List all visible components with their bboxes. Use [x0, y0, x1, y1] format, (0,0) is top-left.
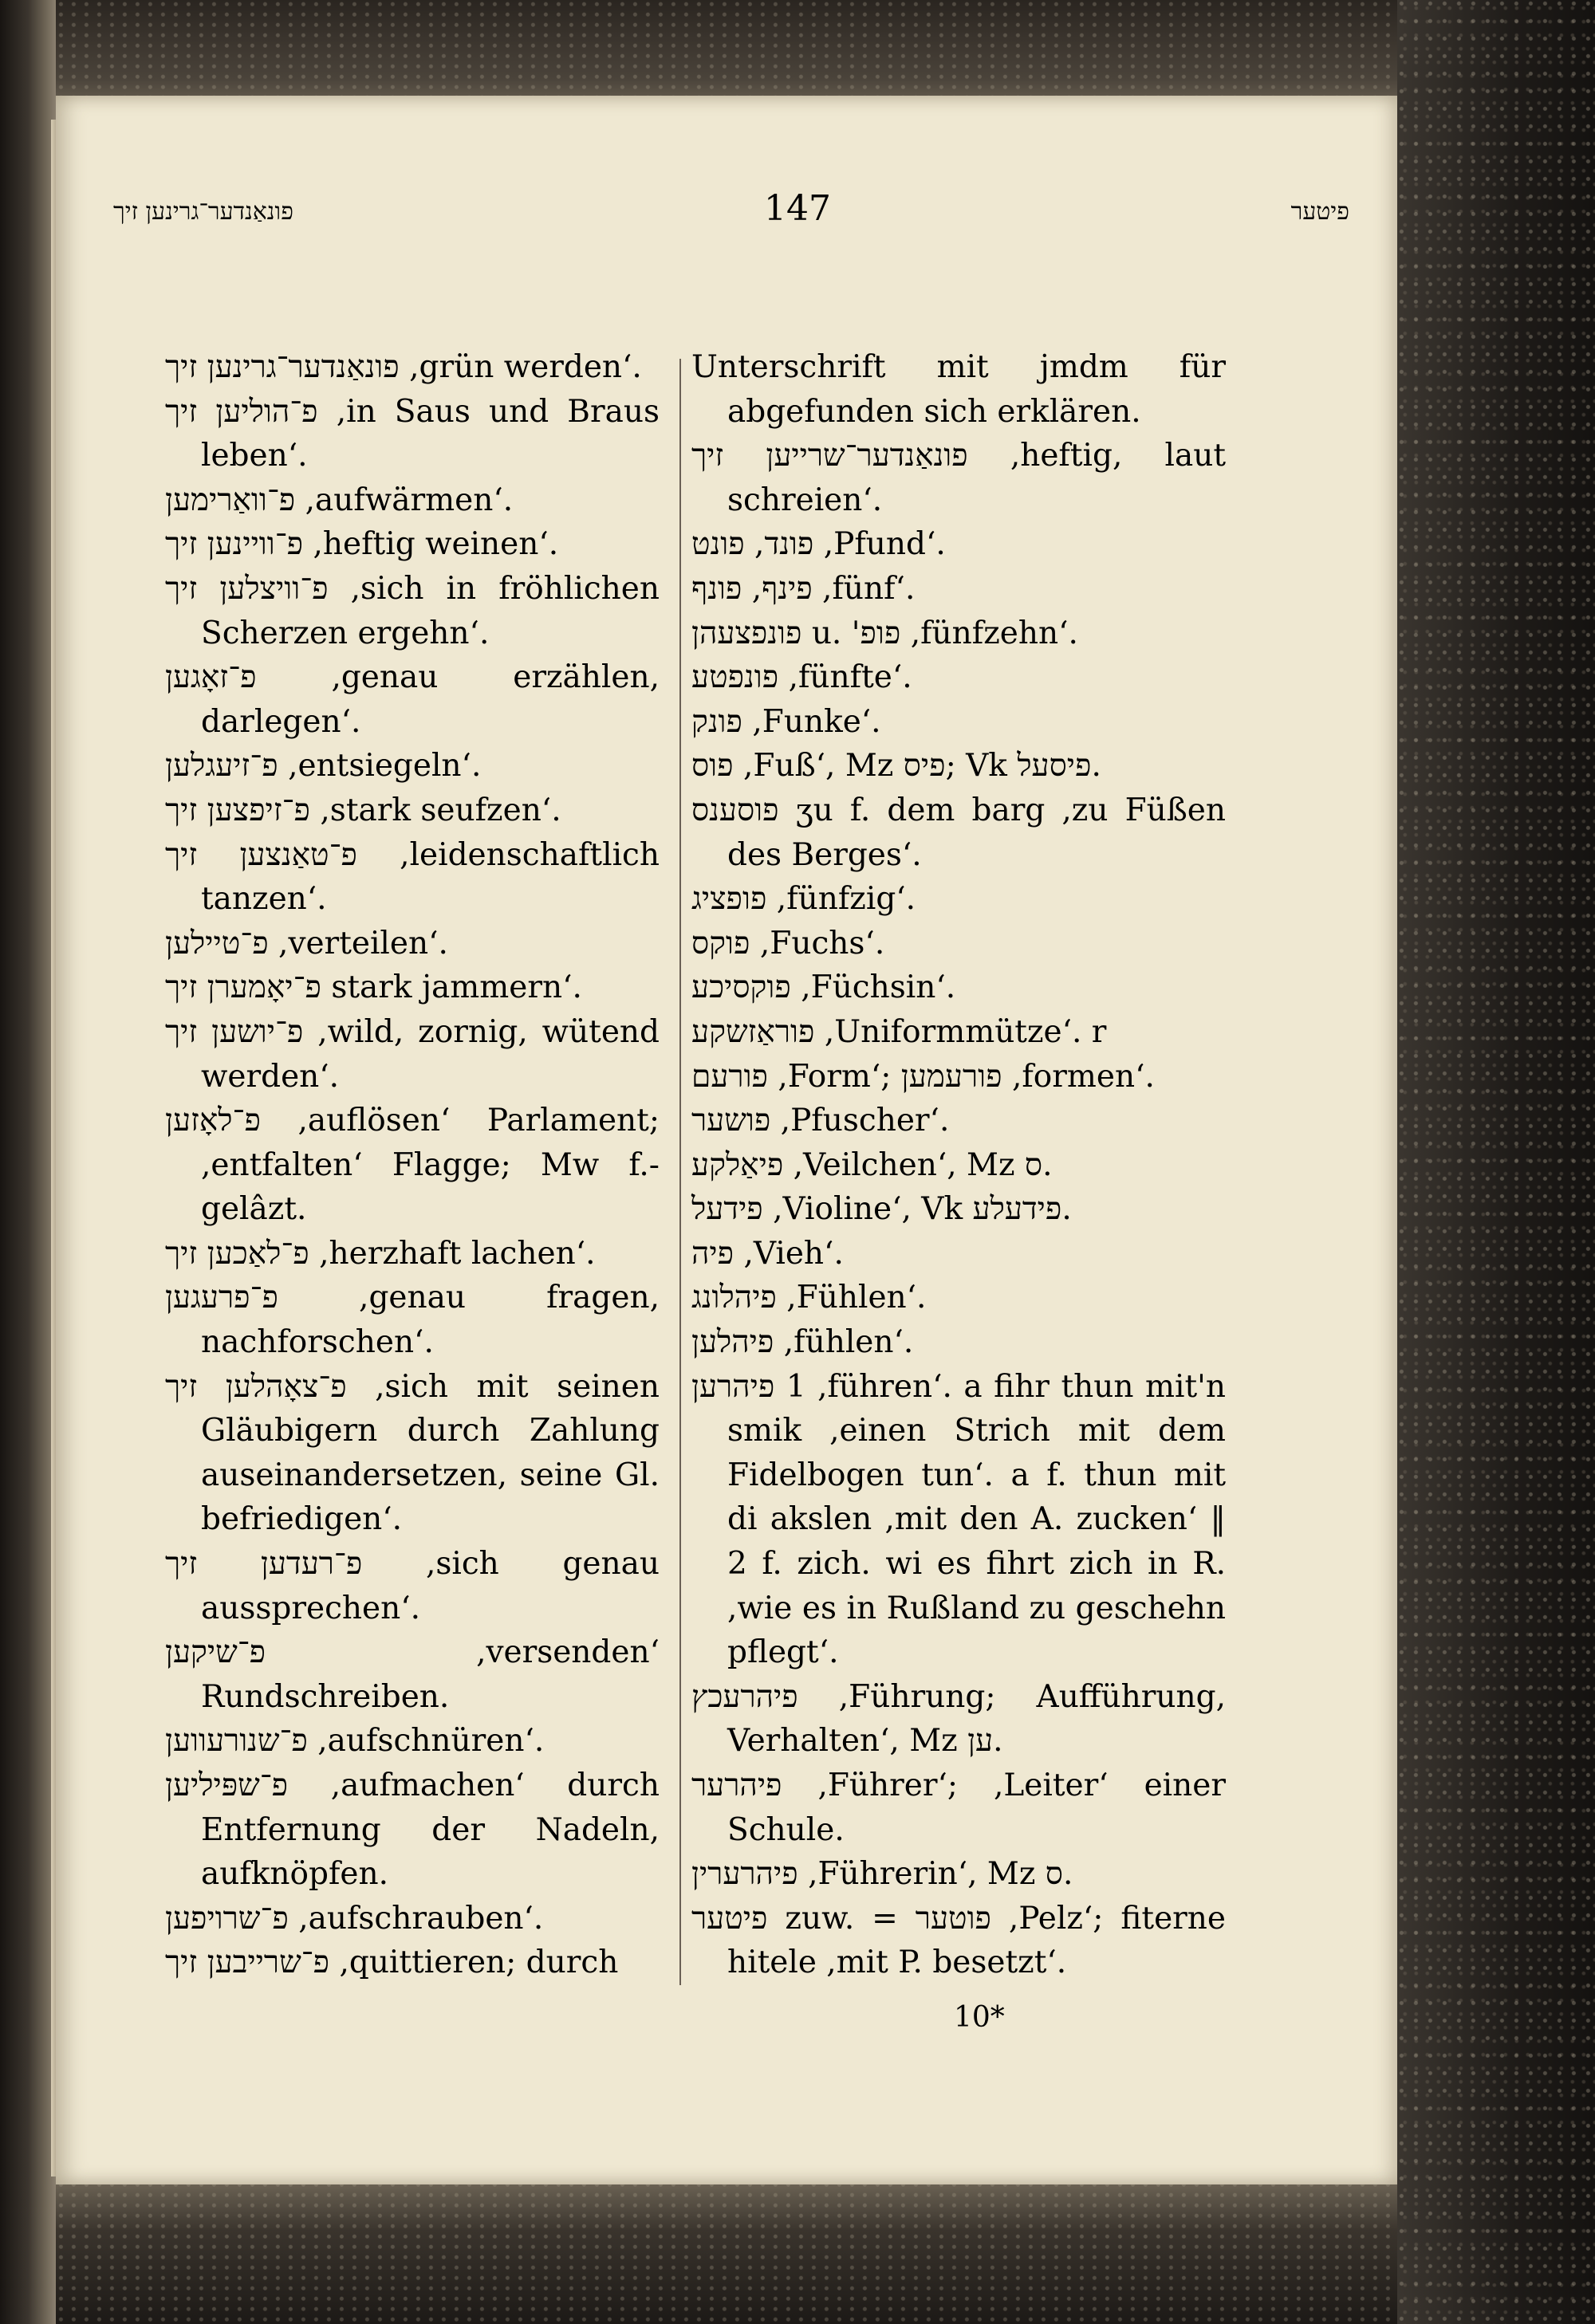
entry-headword: פוקס: [691, 925, 750, 961]
entry-definition: ,Veilchen‘, Mz ס.: [793, 1146, 1053, 1183]
entry-headword: פ־יאָמערן זיך: [165, 969, 321, 1006]
dictionary-entry: [691, 1320, 1226, 1365]
dictionary-entry: [165, 1764, 660, 1897]
dictionary-entry: [165, 478, 660, 523]
entry-definition: ,aufmachen‘ durch Entfernung der Nadeln, aufknöpfen.: [201, 1768, 660, 1893]
entry-headword: פ־שנורעווען: [165, 1723, 308, 1760]
dictionary-entry: [165, 1630, 660, 1719]
entry-headword: פ־וויצלען זיך: [165, 570, 329, 607]
dictionary-entry: [165, 1365, 660, 1542]
entry-headword: פונפצעהן: [691, 615, 802, 651]
entry-headword: פ־וואַרימען: [165, 482, 296, 518]
entry-headword: פיהרערין: [691, 1856, 798, 1893]
entry-headword: פונאַנדער־שרייען זיך: [691, 438, 968, 474]
dictionary-entry: [165, 345, 660, 390]
entry-headword: פיטער: [691, 1900, 768, 1937]
left-column: [165, 345, 660, 1985]
entry-definition: ,leidenschaftlich tanzen‘.: [201, 836, 660, 918]
dictionary-entry: [691, 877, 1226, 922]
dictionary-entry: [691, 567, 1226, 611]
entry-definition: 1 ,führen‘. a fihr thun mit'n smik ,einen Strich mit dem Fidelbogen tun‘. a f. thun mit di akslen ,mit den A. zucken‘ ‖ 2 f. zich. wi es fihrt zich in R. ,wie es in Rußland zu geschehn pflegt‘.: [727, 1368, 1227, 1671]
entry-definition: ,heftig, laut schreien‘.: [727, 438, 1226, 518]
entry-headword: פ־טאַנצען זיך: [165, 836, 357, 873]
dictionary-entry: [691, 1187, 1226, 1232]
dictionary-entry: [691, 1232, 1226, 1276]
entry-headword: פונאַנדער־גרינען זיך: [165, 349, 400, 385]
entry-definition: ,genau erzählen, darlegen‘.: [201, 659, 660, 740]
dictionary-entry: [165, 1099, 660, 1232]
entry-definition: ʒu f. dem barg ,zu Füßen des Berges‘.: [727, 792, 1226, 873]
page-number: 147: [764, 188, 831, 229]
entry-headword: פונפטע: [691, 659, 779, 696]
entry-headword: פ־לאַכען זיך: [165, 1235, 309, 1272]
entry-headword: פ־לאָזען: [165, 1103, 261, 1139]
entry-headword: פיהרען: [691, 1368, 775, 1405]
dictionary-entry: [165, 1941, 660, 1985]
running-head-right: פיטער: [1290, 198, 1349, 226]
entry-headword: פ־טיילען: [165, 925, 269, 961]
dictionary-entry: [691, 744, 1226, 788]
entry-headword: פ־הוליען זיך: [165, 393, 318, 430]
entry-headword: פונק: [691, 703, 742, 740]
entry-definition: ,Führer‘; ,Leiter‘ einer Schule.: [727, 1768, 1226, 1848]
dictionary-entry: [165, 1719, 660, 1764]
entry-headword: פ־צאָהלען זיך: [165, 1368, 347, 1405]
entry-definition: ,stark seufzen‘.: [320, 792, 561, 828]
entry-definition: ,genau fragen, nachforschen‘.: [201, 1280, 660, 1361]
entry-headword: פ־זיפצען זיך: [165, 792, 310, 828]
dictionary-entry: [691, 1852, 1226, 1897]
entry-definition: ,Uniformmütze‘. r: [824, 1013, 1107, 1050]
dictionary-entry: [165, 1010, 660, 1099]
dictionary-entry: [691, 434, 1226, 522]
entry-definition: ,Funke‘.: [752, 703, 881, 740]
dictionary-entry: [165, 567, 660, 655]
entry-definition: zuw. = פוטער ,Pelz‘; fiterne hitele ,mit P. besetzt‘.: [727, 1900, 1226, 1981]
dictionary-entry: [691, 922, 1226, 966]
dictionary-entry: [165, 1542, 660, 1630]
entry-headword: פ־פרעגען: [165, 1280, 278, 1316]
entry-headword: פידעל: [691, 1191, 763, 1228]
dictionary-entry: [691, 700, 1226, 745]
entry-definition: ,in Saus und Braus leben‘.: [201, 393, 660, 474]
right-column: [691, 345, 1226, 1985]
gutter-edge: [51, 120, 56, 2177]
entry-definition: ,sich in fröhlichen Scherzen ergehn‘.: [201, 570, 660, 651]
signature-mark: 10*: [954, 2001, 1005, 2034]
entry-definition: ,aufwärmen‘.: [305, 482, 514, 518]
entry-definition: stark jammern‘.: [331, 969, 582, 1006]
entry-definition: ,grün werden‘.: [409, 349, 642, 385]
dictionary-entry: [691, 1365, 1226, 1675]
entry-headword: פ־שיקען: [165, 1634, 266, 1671]
entry-headword: פוראַזשקע: [691, 1013, 815, 1050]
entry-definition: ,Füchsin‘.: [801, 969, 956, 1006]
entry-headword: פ־יושען זיך: [165, 1013, 304, 1050]
entry-headword: פינף, פונף: [691, 570, 813, 607]
dictionary-entry: [691, 1055, 1226, 1099]
entry-definition: ,Fuchs‘.: [759, 925, 885, 961]
dictionary-entry: [165, 744, 660, 788]
dictionary-entry: [691, 1764, 1226, 1852]
entry-headword: פ־זאָגען: [165, 659, 257, 696]
entry-headword: פיאַלקע: [691, 1146, 784, 1183]
entry-headword: פופציג: [691, 881, 767, 918]
entry-headword: פושער: [691, 1103, 771, 1139]
dictionary-entry: [165, 1232, 660, 1276]
entry-definition: u. 'פופ ,fünfzehn‘.: [811, 615, 1078, 651]
dictionary-entry: [691, 345, 1226, 434]
entry-definition: ,aufschnüren‘.: [317, 1723, 545, 1760]
dictionary-entry: [691, 1276, 1226, 1320]
entry-definition: ,auflösen‘ Parlament; ,entfalten‘ Flagge; Mw f.-gelâzt.: [201, 1103, 660, 1228]
entry-definition: ,verteilen‘.: [278, 925, 448, 961]
dictionary-entry: [165, 1897, 660, 1941]
entry-definition: ,fünfte‘.: [788, 659, 912, 696]
entry-definition: ,entsiegeln‘.: [288, 748, 482, 784]
entry-headword: פוקסיכע: [691, 969, 791, 1006]
entry-headword: פוסענס: [691, 792, 779, 828]
book-gutter-shadow: [0, 0, 56, 2324]
dictionary-entry: [691, 1099, 1226, 1143]
dictionary-entry: [691, 1675, 1226, 1764]
entry-definition: ,aufschrauben‘.: [298, 1900, 544, 1937]
entry-definition: ,Violine‘, Vk פידעלע.: [773, 1191, 1072, 1228]
dictionary-entry: [691, 1010, 1226, 1055]
column-divider: [679, 359, 681, 1985]
dictionary-entry: [691, 788, 1226, 877]
entry-definition: ,Vieh‘.: [743, 1235, 844, 1272]
entry-headword: פורעם: [691, 1058, 768, 1095]
dictionary-entry: [691, 522, 1226, 567]
entry-headword: פ־וויינען זיך: [165, 526, 304, 563]
entry-headword: פוס: [691, 748, 734, 784]
entry-definition: ,quittieren; durch: [339, 1945, 619, 1981]
entry-definition: ,herzhaft lachen‘.: [319, 1235, 596, 1272]
dictionary-entry: [165, 922, 660, 966]
entry-headword: פיהלען: [691, 1324, 774, 1361]
entry-definition: ,fünfzig‘.: [776, 881, 916, 918]
entry-headword: פיהרעכץ: [691, 1678, 798, 1715]
entry-definition: ,fünf‘.: [822, 570, 916, 607]
entry-definition: Unterschrift mit jmdm für abgefunden sich erklären.: [691, 349, 1226, 430]
dictionary-entry: [165, 788, 660, 833]
entry-headword: פ־רעדען זיך: [165, 1546, 363, 1583]
entry-definition: ,Pfuscher‘.: [780, 1103, 950, 1139]
entry-definition: ,Führung; Aufführung, Verhalten‘, Mz ען.: [727, 1678, 1226, 1760]
dictionary-entry: [691, 1897, 1226, 1985]
dictionary-entry: [165, 522, 660, 567]
entry-headword: פיהלונג: [691, 1280, 777, 1316]
entry-definition: ,versenden‘ Rundschreiben.: [201, 1634, 660, 1715]
entry-headword: פיהרער: [691, 1768, 782, 1803]
page-top-edge: [56, 0, 1397, 112]
entry-definition: ,Führerin‘, Mz ס.: [808, 1856, 1073, 1893]
dictionary-entry: [165, 833, 660, 922]
entry-definition: ,Fühlen‘.: [786, 1280, 927, 1316]
dictionary-entry: [165, 655, 660, 744]
dictionary-entry: [691, 655, 1226, 700]
page-stack-edge: [1397, 0, 1595, 2324]
entry-headword: פ־שרויפען: [165, 1900, 289, 1937]
entry-definition: ,sich genau aussprechen‘.: [201, 1546, 660, 1626]
page-bottom-edge: [56, 2180, 1397, 2324]
entry-headword: פ־שפּיליען: [165, 1768, 289, 1803]
running-head-left: פונאַנדער־גרינען זיך: [113, 198, 293, 226]
entry-definition: ,wild, zornig, wütend werden‘.: [201, 1013, 660, 1095]
dictionary-entry: [691, 965, 1226, 1010]
entry-definition: ,Form‘; פורעמען ,formen‘.: [778, 1058, 1155, 1095]
entry-headword: פ־זיעגלען: [165, 748, 278, 784]
entry-definition: ,Fuß‘, Mz פיס; Vk פיסעל.: [743, 748, 1101, 784]
dictionary-entry: [691, 611, 1226, 656]
dictionary-entry: [165, 965, 660, 1010]
entry-headword: פיה: [691, 1235, 734, 1272]
entry-headword: פונד, פונט: [691, 526, 814, 563]
entry-headword: פ־שרייבען זיך: [165, 1945, 330, 1981]
dictionary-entry: [165, 1276, 660, 1364]
dictionary-entry: [691, 1143, 1226, 1188]
entry-definition: ,fühlen‘.: [783, 1324, 914, 1361]
dictionary-entry: [165, 390, 660, 478]
entry-definition: ,Pfund‘.: [823, 526, 946, 563]
entry-definition: ,sich mit seinen Gläubigern durch Zahlung auseinandersetzen, seine Gl. befriedigen‘.: [201, 1368, 660, 1538]
entry-definition: ,heftig weinen‘.: [313, 526, 559, 563]
